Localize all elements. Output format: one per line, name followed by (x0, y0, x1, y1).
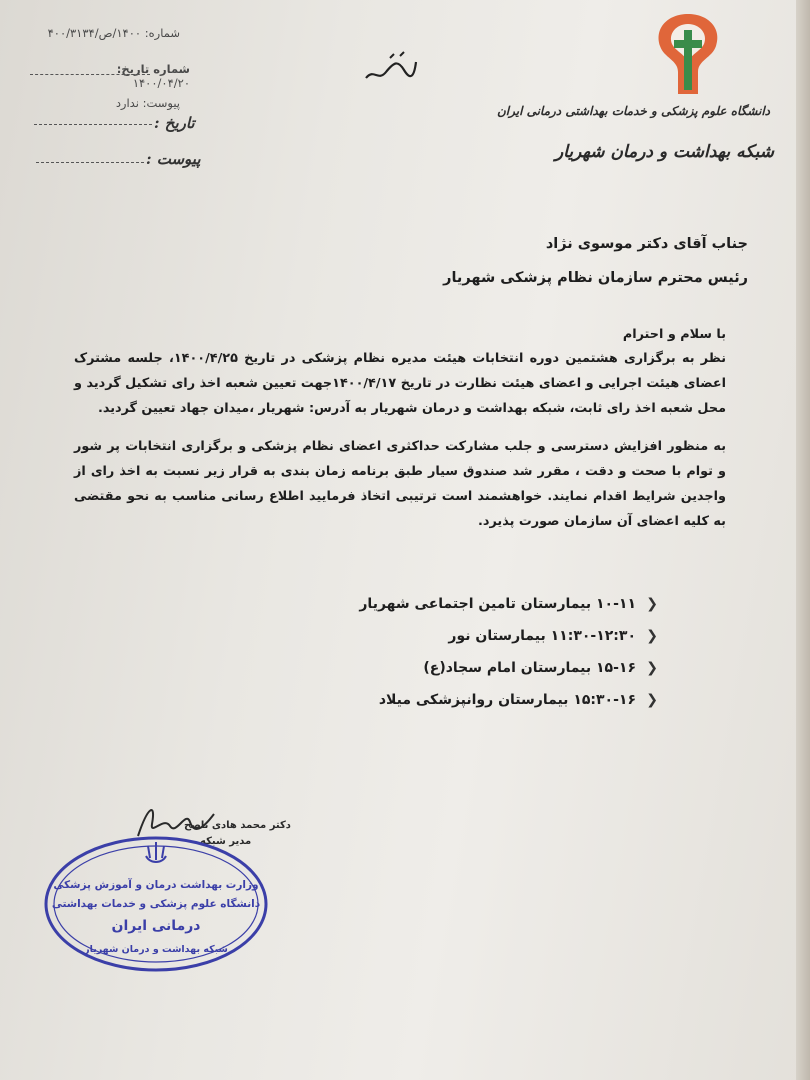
schedule-item-text: ۱۵:۳۰-۱۶ بیمارستان روانپزشکی میلاد (378, 692, 636, 708)
letter-date-value: ۱۴۰۰/۰۴/۲۰ (132, 76, 190, 90)
official-stamp-icon (40, 832, 272, 976)
chevron-bullet-icon: ❮ (646, 660, 658, 676)
letter-number (30, 26, 180, 40)
date-dotted-line (30, 74, 150, 75)
form-date-dotted-line (34, 124, 152, 125)
signer-name: دکتر محمد هادی ناصح (184, 820, 291, 831)
letter-number-value: ۱۴۰۰/ص/۴۰۰/۳۱۳۴ (47, 26, 142, 40)
svg-text:درمانی ایران: درمانی ایران (111, 918, 201, 934)
medical-university-logo-icon (648, 10, 728, 102)
letter-number-label: شماره: (144, 26, 180, 40)
form-attachment-dotted-line (36, 162, 144, 163)
paper-edge (796, 0, 810, 1080)
addressee-name: جناب آقای دکتر موسوی نژاد (545, 236, 748, 252)
letter-paragraph-1 (74, 346, 726, 421)
svg-text:شبکه بهداشت و درمان شهریار: شبکه بهداشت و درمان شهریار (84, 944, 228, 955)
schedule-item (278, 652, 658, 684)
schedule-item (278, 588, 658, 620)
letter-date-label: شماره تاریخ: (116, 62, 190, 76)
letter-paragraph-2 (74, 434, 726, 534)
addressee-title: رئیس محترم سازمان نظام پزشکی شهریار (443, 270, 748, 286)
schedule-list (278, 588, 658, 716)
chevron-bullet-icon: ❮ (646, 596, 658, 612)
schedule-item (278, 684, 658, 716)
schedule-item-text: ۱۵-۱۶ بیمارستان امام سجاد(ع) (423, 660, 636, 676)
form-attachment-label: پیوست : (146, 150, 201, 168)
chevron-bullet-icon: ❮ (646, 628, 658, 644)
form-date-label: تاریخ : (154, 114, 195, 132)
paragraph-2-text: به منظور افزایش دسترسی و جلب مشارکت حداکثری اعضای نظام پزشکی و برگزاری انتخابات پر شور و توام با صحت و دقت ، مقرر شد صندوق سیار طبق برنامه زمان بندی به قرار زیر نسبت به اخذ رای از واجدین شرایط اقدام نمایند. خواهشمند است ترتیبی اتخاذ فرمایید اطلاع رسانی مناسب به نحو مقتضی به کلیه اعضای آن سازمان صورت پذیرد. (74, 439, 726, 529)
svg-text:وزارت بهداشت درمان و آموزش پزش: وزارت بهداشت درمان و آموزش پزشکی (53, 879, 259, 891)
letter-attachment-label: پیوست: (142, 96, 180, 110)
health-network-name: شبکه بهداشت و درمان شهریار (554, 142, 774, 162)
greeting-text: با سلام و احترام (622, 327, 726, 342)
university-name: دانشگاه علوم پزشکی و خدمات بهداشتی درمانی ایران (496, 104, 770, 118)
letter-attachment (80, 96, 180, 110)
letter-greeting (74, 322, 726, 347)
chevron-bullet-icon: ❮ (646, 692, 658, 708)
paragraph-1-text: نظر به برگزاری هشتمین دوره انتخابات هیئت مدیره نظام پزشکی در تاریخ ۱۴۰۰/۴/۲۵، جلسه مشترک اعضای هیئت اجرایی و اعضای هیئت نظارت در تاریخ ۱۴۰۰/۴/۱۷جهت تعیین شعبه اخذ رای تشکیل گردید و محل شعبه اخذ رای ثابت، شبکه بهداشت و درمان شهریار به آدرس: شهریار ،میدان جهاد تعیین گردید. (74, 351, 727, 416)
letter-attachment-value: ندارد (115, 96, 139, 110)
signer-title: مدیر شبکه (200, 836, 252, 847)
handwritten-urgent-mark-icon (360, 48, 420, 88)
letter-date (60, 62, 190, 90)
schedule-item-text: ۱۱:۳۰-۱۲:۳۰ بیمارستان نور (448, 628, 636, 644)
svg-text:دانشگاه علوم پزشکی و خدمات بهد: دانشگاه علوم پزشکی و خدمات بهداشتی (51, 898, 261, 910)
schedule-item-text: ۱۰-۱۱ بیمارستان تامین اجتماعی شهریار (359, 596, 636, 612)
schedule-item (278, 620, 658, 652)
